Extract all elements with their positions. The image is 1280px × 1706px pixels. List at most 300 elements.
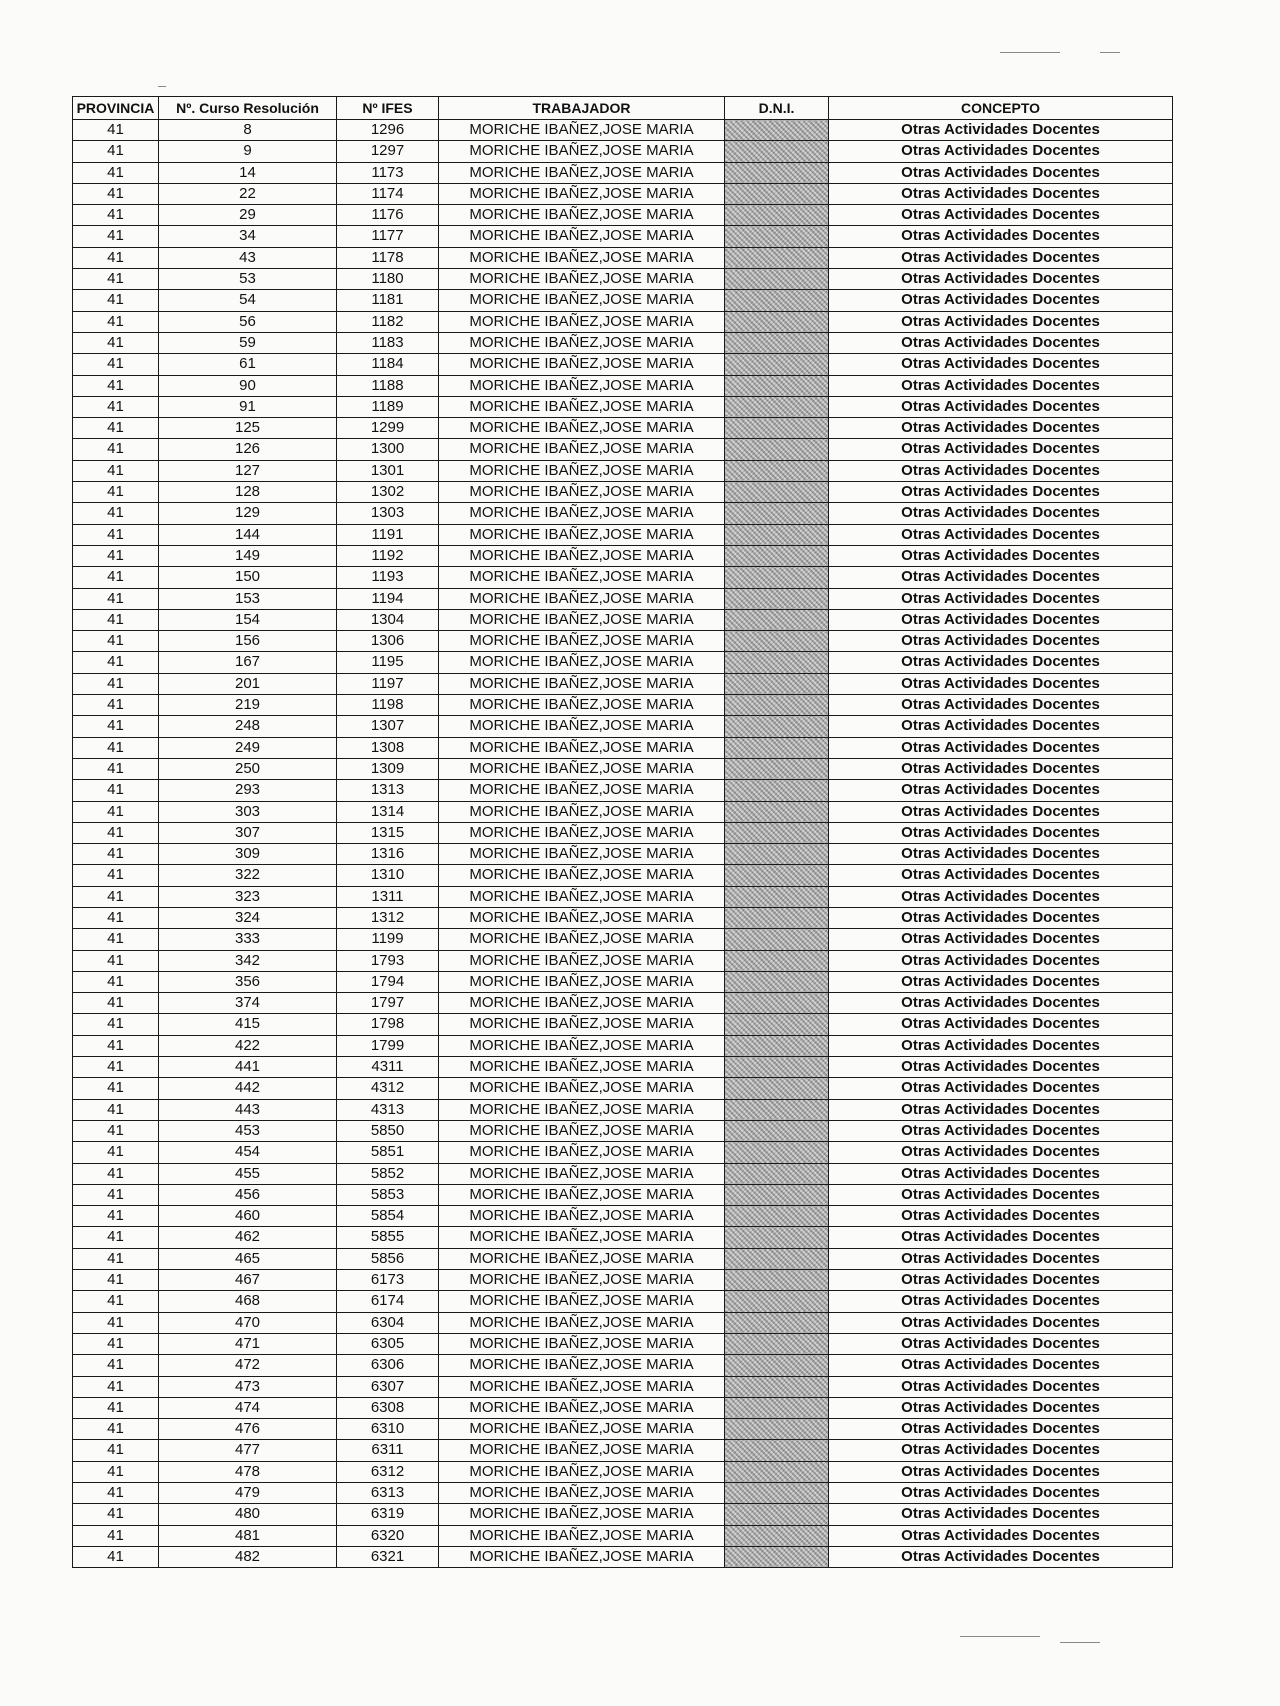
- cell-ifes: 5853: [337, 1184, 439, 1205]
- cell-trabajador: MORICHE IBAÑEZ,JOSE MARIA: [439, 1504, 725, 1525]
- header-ifes: Nº IFES: [337, 97, 439, 120]
- cell-ifes: 6308: [337, 1397, 439, 1418]
- cell-dni-redacted: [725, 396, 829, 417]
- cell-curso-resolucion: 59: [159, 332, 337, 353]
- cell-provincia: 41: [73, 1078, 159, 1099]
- cell-ifes: 1177: [337, 226, 439, 247]
- cell-dni-redacted: [725, 1419, 829, 1440]
- cell-trabajador: MORICHE IBAÑEZ,JOSE MARIA: [439, 673, 725, 694]
- table-row: [73, 886, 1173, 907]
- cell-concepto: Otras Actividades Docentes: [829, 482, 1173, 503]
- cell-concepto: Otras Actividades Docentes: [829, 801, 1173, 822]
- cell-curso-resolucion: 356: [159, 971, 337, 992]
- cell-concepto: Otras Actividades Docentes: [829, 332, 1173, 353]
- table-row: [73, 503, 1173, 524]
- cell-dni-redacted: [725, 1248, 829, 1269]
- cell-provincia: 41: [73, 780, 159, 801]
- cell-trabajador: MORICHE IBAÑEZ,JOSE MARIA: [439, 652, 725, 673]
- cell-dni-redacted: [725, 993, 829, 1014]
- cell-curso-resolucion: 53: [159, 269, 337, 290]
- cell-provincia: 41: [73, 332, 159, 353]
- table-row: [73, 524, 1173, 545]
- cell-curso-resolucion: 128: [159, 482, 337, 503]
- cell-provincia: 41: [73, 758, 159, 779]
- cell-ifes: 4312: [337, 1078, 439, 1099]
- cell-provincia: 41: [73, 1035, 159, 1056]
- cell-trabajador: MORICHE IBAÑEZ,JOSE MARIA: [439, 332, 725, 353]
- cell-provincia: 41: [73, 226, 159, 247]
- table-row: [73, 758, 1173, 779]
- cell-concepto: Otras Actividades Docentes: [829, 652, 1173, 673]
- cell-dni-redacted: [725, 162, 829, 183]
- cell-concepto: Otras Actividades Docentes: [829, 460, 1173, 481]
- cell-trabajador: MORICHE IBAÑEZ,JOSE MARIA: [439, 971, 725, 992]
- cell-ifes: 1312: [337, 907, 439, 928]
- cell-provincia: 41: [73, 460, 159, 481]
- cell-concepto: Otras Actividades Docentes: [829, 120, 1173, 141]
- cell-curso-resolucion: 154: [159, 609, 337, 630]
- cell-ifes: 1793: [337, 950, 439, 971]
- cell-curso-resolucion: 167: [159, 652, 337, 673]
- cell-trabajador: MORICHE IBAÑEZ,JOSE MARIA: [439, 290, 725, 311]
- cell-curso-resolucion: 462: [159, 1227, 337, 1248]
- cell-curso-resolucion: 153: [159, 588, 337, 609]
- table-row: [73, 1163, 1173, 1184]
- cell-ifes: 1192: [337, 545, 439, 566]
- cell-concepto: Otras Actividades Docentes: [829, 780, 1173, 801]
- cell-curso-resolucion: 454: [159, 1142, 337, 1163]
- cell-dni-redacted: [725, 1461, 829, 1482]
- cell-ifes: 1176: [337, 205, 439, 226]
- cell-dni-redacted: [725, 588, 829, 609]
- cell-curso-resolucion: 322: [159, 865, 337, 886]
- cell-provincia: 41: [73, 673, 159, 694]
- header-concepto: CONCEPTO: [829, 97, 1173, 120]
- cell-ifes: 1309: [337, 758, 439, 779]
- cell-trabajador: MORICHE IBAÑEZ,JOSE MARIA: [439, 929, 725, 950]
- cell-provincia: 41: [73, 865, 159, 886]
- cell-provincia: 41: [73, 418, 159, 439]
- table-row: [73, 1291, 1173, 1312]
- cell-ifes: 6312: [337, 1461, 439, 1482]
- cell-dni-redacted: [725, 1120, 829, 1141]
- cell-provincia: 41: [73, 971, 159, 992]
- table-row: [73, 120, 1173, 141]
- cell-trabajador: MORICHE IBAÑEZ,JOSE MARIA: [439, 1057, 725, 1078]
- cell-ifes: 1306: [337, 631, 439, 652]
- cell-curso-resolucion: 422: [159, 1035, 337, 1056]
- cell-trabajador: MORICHE IBAÑEZ,JOSE MARIA: [439, 1397, 725, 1418]
- table-row: [73, 1078, 1173, 1099]
- cell-trabajador: MORICHE IBAÑEZ,JOSE MARIA: [439, 524, 725, 545]
- cell-curso-resolucion: 54: [159, 290, 337, 311]
- cell-ifes: 5851: [337, 1142, 439, 1163]
- cell-provincia: 41: [73, 1163, 159, 1184]
- table-row: [73, 226, 1173, 247]
- cell-trabajador: MORICHE IBAÑEZ,JOSE MARIA: [439, 737, 725, 758]
- cell-provincia: 41: [73, 162, 159, 183]
- cell-ifes: 1316: [337, 844, 439, 865]
- cell-curso-resolucion: 127: [159, 460, 337, 481]
- cell-dni-redacted: [725, 695, 829, 716]
- cell-ifes: 6174: [337, 1291, 439, 1312]
- cell-provincia: 41: [73, 1099, 159, 1120]
- cell-trabajador: MORICHE IBAÑEZ,JOSE MARIA: [439, 1078, 725, 1099]
- cell-trabajador: MORICHE IBAÑEZ,JOSE MARIA: [439, 311, 725, 332]
- cell-trabajador: MORICHE IBAÑEZ,JOSE MARIA: [439, 801, 725, 822]
- cell-concepto: Otras Actividades Docentes: [829, 205, 1173, 226]
- cell-concepto: Otras Actividades Docentes: [829, 1184, 1173, 1205]
- cell-dni-redacted: [725, 1142, 829, 1163]
- cell-curso-resolucion: 465: [159, 1248, 337, 1269]
- cell-curso-resolucion: 201: [159, 673, 337, 694]
- table-row: [73, 780, 1173, 801]
- cell-provincia: 41: [73, 993, 159, 1014]
- cell-ifes: 6305: [337, 1333, 439, 1354]
- cell-trabajador: MORICHE IBAÑEZ,JOSE MARIA: [439, 1099, 725, 1120]
- cell-ifes: 6320: [337, 1525, 439, 1546]
- scan-mark: [1100, 52, 1120, 53]
- cell-trabajador: MORICHE IBAÑEZ,JOSE MARIA: [439, 1035, 725, 1056]
- cell-provincia: 41: [73, 1120, 159, 1141]
- cell-dni-redacted: [725, 1355, 829, 1376]
- cell-curso-resolucion: 479: [159, 1483, 337, 1504]
- cell-concepto: Otras Actividades Docentes: [829, 609, 1173, 630]
- cell-dni-redacted: [725, 503, 829, 524]
- cell-ifes: 1191: [337, 524, 439, 545]
- cell-curso-resolucion: 476: [159, 1419, 337, 1440]
- cell-provincia: 41: [73, 545, 159, 566]
- cell-curso-resolucion: 415: [159, 1014, 337, 1035]
- cell-dni-redacted: [725, 865, 829, 886]
- cell-concepto: Otras Actividades Docentes: [829, 1419, 1173, 1440]
- cell-trabajador: MORICHE IBAÑEZ,JOSE MARIA: [439, 162, 725, 183]
- cell-concepto: Otras Actividades Docentes: [829, 503, 1173, 524]
- cell-ifes: 1173: [337, 162, 439, 183]
- table-row: [73, 418, 1173, 439]
- table-row: [73, 1525, 1173, 1546]
- table-row: [73, 269, 1173, 290]
- cell-trabajador: MORICHE IBAÑEZ,JOSE MARIA: [439, 1291, 725, 1312]
- cell-dni-redacted: [725, 439, 829, 460]
- cell-dni-redacted: [725, 971, 829, 992]
- cell-concepto: Otras Actividades Docentes: [829, 758, 1173, 779]
- table-row: [73, 1057, 1173, 1078]
- cell-provincia: 41: [73, 1057, 159, 1078]
- table-row: [73, 844, 1173, 865]
- cell-curso-resolucion: 129: [159, 503, 337, 524]
- courses-table: [72, 96, 1173, 1568]
- cell-provincia: 41: [73, 354, 159, 375]
- cell-dni-redacted: [725, 1163, 829, 1184]
- cell-curso-resolucion: 14: [159, 162, 337, 183]
- table-row: [73, 567, 1173, 588]
- table-row: [73, 1270, 1173, 1291]
- cell-dni-redacted: [725, 269, 829, 290]
- cell-provincia: 41: [73, 652, 159, 673]
- cell-provincia: 41: [73, 609, 159, 630]
- cell-provincia: 41: [73, 929, 159, 950]
- cell-trabajador: MORICHE IBAÑEZ,JOSE MARIA: [439, 886, 725, 907]
- cell-ifes: 1303: [337, 503, 439, 524]
- cell-trabajador: MORICHE IBAÑEZ,JOSE MARIA: [439, 1120, 725, 1141]
- cell-dni-redacted: [725, 1184, 829, 1205]
- cell-dni-redacted: [725, 1397, 829, 1418]
- table-row: [73, 311, 1173, 332]
- cell-dni-redacted: [725, 631, 829, 652]
- cell-dni-redacted: [725, 1312, 829, 1333]
- cell-curso-resolucion: 248: [159, 716, 337, 737]
- cell-trabajador: MORICHE IBAÑEZ,JOSE MARIA: [439, 1483, 725, 1504]
- table-row: [73, 907, 1173, 928]
- cell-trabajador: MORICHE IBAÑEZ,JOSE MARIA: [439, 588, 725, 609]
- cell-concepto: Otras Actividades Docentes: [829, 567, 1173, 588]
- cell-ifes: 4313: [337, 1099, 439, 1120]
- cell-ifes: 1799: [337, 1035, 439, 1056]
- cell-provincia: 41: [73, 269, 159, 290]
- cell-trabajador: MORICHE IBAÑEZ,JOSE MARIA: [439, 460, 725, 481]
- cell-dni-redacted: [725, 120, 829, 141]
- cell-dni-redacted: [725, 844, 829, 865]
- header-row: [73, 97, 1173, 120]
- cell-ifes: 1195: [337, 652, 439, 673]
- cell-curso-resolucion: 149: [159, 545, 337, 566]
- cell-curso-resolucion: 442: [159, 1078, 337, 1099]
- cell-provincia: 41: [73, 737, 159, 758]
- table-row: [73, 482, 1173, 503]
- cell-ifes: 6311: [337, 1440, 439, 1461]
- cell-dni-redacted: [725, 1014, 829, 1035]
- cell-provincia: 41: [73, 1206, 159, 1227]
- table-row: [73, 1376, 1173, 1397]
- cell-ifes: 1310: [337, 865, 439, 886]
- cell-ifes: 1315: [337, 822, 439, 843]
- cell-ifes: 1311: [337, 886, 439, 907]
- cell-curso-resolucion: 8: [159, 120, 337, 141]
- cell-dni-redacted: [725, 907, 829, 928]
- cell-concepto: Otras Actividades Docentes: [829, 1525, 1173, 1546]
- cell-trabajador: MORICHE IBAÑEZ,JOSE MARIA: [439, 1525, 725, 1546]
- cell-provincia: 41: [73, 695, 159, 716]
- cell-provincia: 41: [73, 1376, 159, 1397]
- table-header: [73, 97, 1173, 120]
- cell-dni-redacted: [725, 609, 829, 630]
- cell-trabajador: MORICHE IBAÑEZ,JOSE MARIA: [439, 1163, 725, 1184]
- cell-curso-resolucion: 90: [159, 375, 337, 396]
- cell-provincia: 41: [73, 1461, 159, 1482]
- cell-concepto: Otras Actividades Docentes: [829, 631, 1173, 652]
- cell-ifes: 1308: [337, 737, 439, 758]
- cell-dni-redacted: [725, 758, 829, 779]
- cell-curso-resolucion: 477: [159, 1440, 337, 1461]
- cell-curso-resolucion: 307: [159, 822, 337, 843]
- cell-ifes: 1181: [337, 290, 439, 311]
- cell-curso-resolucion: 470: [159, 1312, 337, 1333]
- cell-concepto: Otras Actividades Docentes: [829, 1461, 1173, 1482]
- cell-trabajador: MORICHE IBAÑEZ,JOSE MARIA: [439, 695, 725, 716]
- cell-provincia: 41: [73, 567, 159, 588]
- cell-provincia: 41: [73, 1483, 159, 1504]
- cell-concepto: Otras Actividades Docentes: [829, 695, 1173, 716]
- cell-ifes: 1297: [337, 141, 439, 162]
- cell-trabajador: MORICHE IBAÑEZ,JOSE MARIA: [439, 844, 725, 865]
- cell-concepto: Otras Actividades Docentes: [829, 1057, 1173, 1078]
- table-row: [73, 929, 1173, 950]
- table-row: [73, 545, 1173, 566]
- cell-dni-redacted: [725, 929, 829, 950]
- cell-ifes: 1174: [337, 183, 439, 204]
- cell-trabajador: MORICHE IBAÑEZ,JOSE MARIA: [439, 865, 725, 886]
- cell-dni-redacted: [725, 290, 829, 311]
- cell-concepto: Otras Actividades Docentes: [829, 1355, 1173, 1376]
- cell-concepto: Otras Actividades Docentes: [829, 1206, 1173, 1227]
- table-row: [73, 865, 1173, 886]
- cell-concepto: Otras Actividades Docentes: [829, 1440, 1173, 1461]
- cell-curso-resolucion: 43: [159, 247, 337, 268]
- cell-dni-redacted: [725, 1270, 829, 1291]
- table-row: [73, 375, 1173, 396]
- cell-ifes: 1180: [337, 269, 439, 290]
- cell-trabajador: MORICHE IBAÑEZ,JOSE MARIA: [439, 1461, 725, 1482]
- table-row: [73, 1440, 1173, 1461]
- cell-ifes: 1194: [337, 588, 439, 609]
- cell-ifes: 1314: [337, 801, 439, 822]
- cell-concepto: Otras Actividades Docentes: [829, 971, 1173, 992]
- cell-trabajador: MORICHE IBAÑEZ,JOSE MARIA: [439, 1248, 725, 1269]
- cell-concepto: Otras Actividades Docentes: [829, 1483, 1173, 1504]
- cell-trabajador: MORICHE IBAÑEZ,JOSE MARIA: [439, 183, 725, 204]
- cell-curso-resolucion: 323: [159, 886, 337, 907]
- cell-trabajador: MORICHE IBAÑEZ,JOSE MARIA: [439, 993, 725, 1014]
- cell-provincia: 41: [73, 1184, 159, 1205]
- table-row: [73, 1312, 1173, 1333]
- cell-curso-resolucion: 374: [159, 993, 337, 1014]
- cell-provincia: 41: [73, 1525, 159, 1546]
- cell-dni-redacted: [725, 311, 829, 332]
- cell-provincia: 41: [73, 588, 159, 609]
- cell-ifes: 6307: [337, 1376, 439, 1397]
- cell-curso-resolucion: 29: [159, 205, 337, 226]
- cell-ifes: 1198: [337, 695, 439, 716]
- cell-curso-resolucion: 455: [159, 1163, 337, 1184]
- table-row: [73, 354, 1173, 375]
- cell-dni-redacted: [725, 460, 829, 481]
- cell-concepto: Otras Actividades Docentes: [829, 247, 1173, 268]
- cell-trabajador: MORICHE IBAÑEZ,JOSE MARIA: [439, 1184, 725, 1205]
- cell-provincia: 41: [73, 375, 159, 396]
- cell-provincia: 41: [73, 1397, 159, 1418]
- cell-trabajador: MORICHE IBAÑEZ,JOSE MARIA: [439, 1142, 725, 1163]
- cell-curso-resolucion: 126: [159, 439, 337, 460]
- cell-curso-resolucion: 91: [159, 396, 337, 417]
- table-row: [73, 1248, 1173, 1269]
- table-row: [73, 183, 1173, 204]
- cell-trabajador: MORICHE IBAÑEZ,JOSE MARIA: [439, 354, 725, 375]
- cell-ifes: 6321: [337, 1546, 439, 1567]
- cell-dni-redacted: [725, 418, 829, 439]
- cell-provincia: 41: [73, 1504, 159, 1525]
- cell-trabajador: MORICHE IBAÑEZ,JOSE MARIA: [439, 247, 725, 268]
- cell-concepto: Otras Actividades Docentes: [829, 1014, 1173, 1035]
- cell-ifes: 1199: [337, 929, 439, 950]
- cell-provincia: 41: [73, 205, 159, 226]
- cell-curso-resolucion: 34: [159, 226, 337, 247]
- cell-dni-redacted: [725, 737, 829, 758]
- table-row: [73, 1035, 1173, 1056]
- cell-concepto: Otras Actividades Docentes: [829, 141, 1173, 162]
- cell-concepto: Otras Actividades Docentes: [829, 396, 1173, 417]
- cell-provincia: 41: [73, 886, 159, 907]
- cell-ifes: 5854: [337, 1206, 439, 1227]
- cell-trabajador: MORICHE IBAÑEZ,JOSE MARIA: [439, 1206, 725, 1227]
- cell-concepto: Otras Actividades Docentes: [829, 183, 1173, 204]
- cell-ifes: 1313: [337, 780, 439, 801]
- cell-concepto: Otras Actividades Docentes: [829, 524, 1173, 545]
- cell-dni-redacted: [725, 524, 829, 545]
- cell-ifes: 1184: [337, 354, 439, 375]
- cell-curso-resolucion: 473: [159, 1376, 337, 1397]
- cell-provincia: 41: [73, 631, 159, 652]
- cell-curso-resolucion: 482: [159, 1546, 337, 1567]
- cell-provincia: 41: [73, 801, 159, 822]
- cell-dni-redacted: [725, 1525, 829, 1546]
- cell-provincia: 41: [73, 290, 159, 311]
- cell-curso-resolucion: 478: [159, 1461, 337, 1482]
- cell-ifes: 1299: [337, 418, 439, 439]
- cell-concepto: Otras Actividades Docentes: [829, 290, 1173, 311]
- cell-ifes: 5850: [337, 1120, 439, 1141]
- cell-ifes: 1296: [337, 120, 439, 141]
- cell-curso-resolucion: 156: [159, 631, 337, 652]
- cell-dni-redacted: [725, 716, 829, 737]
- cell-provincia: 41: [73, 1142, 159, 1163]
- cell-trabajador: MORICHE IBAÑEZ,JOSE MARIA: [439, 120, 725, 141]
- cell-trabajador: MORICHE IBAÑEZ,JOSE MARIA: [439, 1419, 725, 1440]
- cell-dni-redacted: [725, 673, 829, 694]
- cell-dni-redacted: [725, 332, 829, 353]
- cell-concepto: Otras Actividades Docentes: [829, 588, 1173, 609]
- table-row: [73, 1546, 1173, 1567]
- cell-provincia: 41: [73, 1546, 159, 1567]
- cell-dni-redacted: [725, 183, 829, 204]
- cell-dni-redacted: [725, 886, 829, 907]
- cell-concepto: Otras Actividades Docentes: [829, 1291, 1173, 1312]
- cell-ifes: 1300: [337, 439, 439, 460]
- cell-ifes: 1301: [337, 460, 439, 481]
- table-row: [73, 1206, 1173, 1227]
- cell-dni-redacted: [725, 482, 829, 503]
- cell-curso-resolucion: 125: [159, 418, 337, 439]
- header-provincia: PROVINCIA: [73, 97, 159, 120]
- scan-mark: [1060, 1642, 1100, 1643]
- table-row: [73, 1504, 1173, 1525]
- cell-concepto: Otras Actividades Docentes: [829, 226, 1173, 247]
- cell-provincia: 41: [73, 950, 159, 971]
- cell-trabajador: MORICHE IBAÑEZ,JOSE MARIA: [439, 439, 725, 460]
- cell-dni-redacted: [725, 1057, 829, 1078]
- cell-ifes: 1197: [337, 673, 439, 694]
- cell-provincia: 41: [73, 1355, 159, 1376]
- scan-mark: [1000, 52, 1060, 53]
- table-row: [73, 1120, 1173, 1141]
- cell-provincia: 41: [73, 503, 159, 524]
- cell-concepto: Otras Actividades Docentes: [829, 1333, 1173, 1354]
- table-row: [73, 737, 1173, 758]
- cell-provincia: 41: [73, 1440, 159, 1461]
- cell-trabajador: MORICHE IBAÑEZ,JOSE MARIA: [439, 822, 725, 843]
- cell-trabajador: MORICHE IBAÑEZ,JOSE MARIA: [439, 780, 725, 801]
- table-row: [73, 801, 1173, 822]
